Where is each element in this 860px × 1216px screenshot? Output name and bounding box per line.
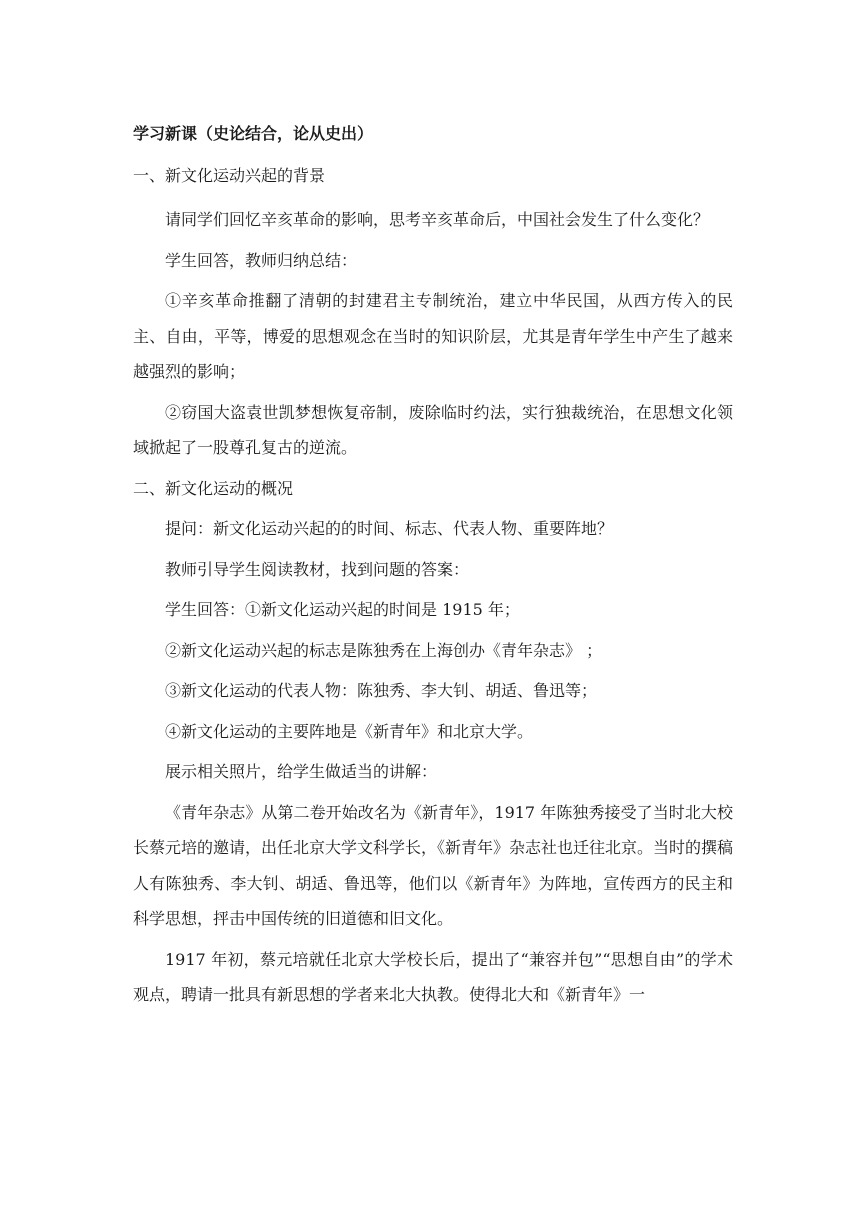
section-2-answer-4: ④新文化运动的主要阵地是《新青年》和北京大学。	[165, 721, 534, 741]
section-2-answer-2: ②新文化运动兴起的标志是陈独秀在上海创办《青年杂志》 ；	[165, 640, 603, 660]
section-2-paragraph-2: 1917 年初，蔡元培就任北京大学校长后，提出了“兼容并包”“思想自由”的学术观点，聘请一批具有新思想的学者来北大执教。使得北大和《新青年》一	[133, 949, 733, 1004]
page-heading: 学习新课（史论结合，论从史出）	[133, 124, 374, 143]
section-1-point-2: ②窃国大盗袁世凯梦想恢复帝制，废除临时约法，实行独裁统治，在思想文化领域掀起了一股尊孔复古的逆流。	[133, 402, 733, 457]
section-2-paragraph-1: 《青年杂志》从第二卷开始改名为《新青年》，1917 年陈独秀接受了当时北大校长蔡元培的邀请，出任北京大学文科学长，《新青年》杂志社也迁往北京。当时的撰稿人有陈独秀、李大钊、胡适、鲁迅等，他们以《新青年》为阵地，宣传西方的民主和科学思想，抨击中国传统的旧道德和旧文化。	[133, 802, 734, 928]
section-1-title: 一、新文化运动兴起的背景	[133, 166, 326, 185]
section-2-answer-1: 学生回答：①新文化运动兴起的时间是 1915 年；	[165, 600, 520, 619]
section-1-point-1: ①辛亥革命推翻了清朝的封建君主专制统治，建立中华民国，从西方传入的民主、自由，平等，博爱的思想观念在当时的知识阶层，尤其是青年学生中产生了越来越强烈的影响；	[133, 291, 733, 381]
section-2-title: 二、新文化运动的概况	[133, 478, 294, 498]
section-2-answer-3: ③新文化运动的代表人物：陈独秀、李大钊、胡适、鲁迅等；	[165, 681, 598, 700]
section-2-show-photos: 展示相关照片，给学生做适当的讲解：	[165, 762, 438, 781]
section-2-question: 提问：新文化运动兴起的的时间、标志、代表人物、重要阵地？	[165, 519, 614, 538]
section-2-guide: 教师引导学生阅读教材，找到问题的答案：	[165, 559, 470, 579]
section-1-answer-intro: 学生回答，教师归纳总结：	[165, 250, 358, 270]
document-page	[133, 118, 733, 1013]
section-1-question: 请同学们回忆辛亥革命的影响，思考辛亥革命后，中国社会发生了什么变化？	[165, 210, 710, 229]
